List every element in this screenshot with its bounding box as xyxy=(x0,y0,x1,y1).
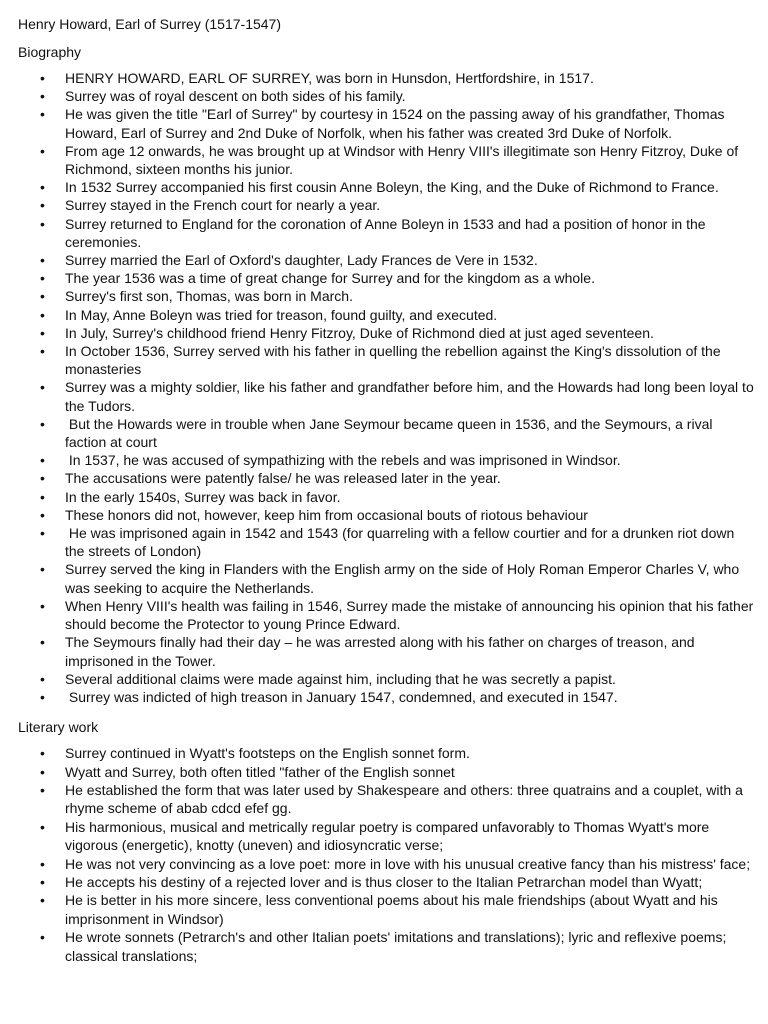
list-item: • Surrey stayed in the French court for nearly a year. xyxy=(18,196,756,214)
list-item: • He established the form that was later used by Shakespeare and others: three quatrains and a couplet, with a rhyme scheme of abab cdcd efef gg. xyxy=(18,781,756,818)
list-item: • In May, Anne Boleyn was tried for treason, found guilty, and executed. xyxy=(18,306,756,324)
list-item: • From age 12 onwards, he was brought up at Windsor with Henry VIII's illegitimate son Henry Fitzroy, Duke of Richmond, sixteen months his junior. xyxy=(18,142,756,178)
list-item: • He was given the title "Earl of Surrey" by courtesy in 1524 on the passing away of his grandfather, Thomas Howard, Earl of Surrey and 2nd Duke of Norfolk, when his father was created 3rd Duke of Norfolk. xyxy=(18,105,756,141)
list-item: • Several additional claims were made against him, including that he was secretly a papist. xyxy=(18,670,756,688)
section-heading-literary-work: Literary work xyxy=(18,719,99,736)
literary-work-list xyxy=(18,744,756,965)
list-item: • Surrey continued in Wyatt's footsteps on the English sonnet form. xyxy=(18,744,756,762)
list-item: • The accusations were patently false/ he was released later in the year. xyxy=(18,469,756,487)
list-item: • He is better in his more sincere, less conventional poems about his male friendships (about Wyatt and his imprisonment in Windsor) xyxy=(18,891,756,928)
list-item: • He accepts his destiny of a rejected lover and is thus closer to the Italian Petrarchan model than Wyatt; xyxy=(18,873,756,891)
section-heading-biography: Biography xyxy=(18,44,82,60)
list-item: • In 1532 Surrey accompanied his first cousin Anne Boleyn, the King, and the Duke of Richmond to France. xyxy=(18,178,756,196)
list-item: • In 1537, he was accused of sympathizing with the rebels and was imprisoned in Windsor. xyxy=(18,451,756,469)
list-item: • These honors did not, however, keep him from occasional bouts of riotous behaviour xyxy=(18,506,756,524)
list-item: • HENRY HOWARD, EARL OF SURREY, was born in Hunsdon, Hertfordshire, in 1517. xyxy=(18,69,756,87)
list-item: • The year 1536 was a time of great change for Surrey and for the kingdom as a whole. xyxy=(18,269,756,287)
list-item: • But the Howards were in trouble when Jane Seymour became queen in 1536, and the Seymours, a rival faction at court xyxy=(18,415,756,451)
list-item: • Surrey returned to England for the coronation of Anne Boleyn in 1533 and had a position of honor in the ceremonies. xyxy=(18,215,756,251)
list-item: • When Henry VIII's health was failing in 1546, Surrey made the mistake of announcing his opinion that his father should become the Protector to young Prince Edward. xyxy=(18,597,756,633)
list-item: • The Seymours finally had their day – he was arrested along with his father on charges of treason, and imprisoned in the Tower. xyxy=(18,633,756,669)
list-item: • Surrey's first son, Thomas, was born in March. xyxy=(18,287,756,305)
list-item: • Wyatt and Surrey, both often titled "father of the English sonnet xyxy=(18,763,756,781)
list-item: • He wrote sonnets (Petrarch's and other Italian poets' imitations and translations); lyric and reflexive poems; classical translations; xyxy=(18,928,756,965)
document-title: Henry Howard, Earl of Surrey (1517-1547) xyxy=(18,16,282,32)
biography-list xyxy=(18,69,756,706)
list-item: • In the early 1540s, Surrey was back in favor. xyxy=(18,488,756,506)
list-item: • Surrey served the king in Flanders with the English army on the side of Holy Roman Emperor Charles V, who was seeking to acquire the Netherlands. xyxy=(18,560,756,596)
list-item: • Surrey was a mighty soldier, like his father and grandfather before him, and the Howards had long been loyal to the Tudors. xyxy=(18,378,756,414)
list-item: • He was not very convincing as a love poet: more in love with his unusual creative fancy than his mistress' face; xyxy=(18,855,756,873)
list-item: • Surrey was of royal descent on both sides of his family. xyxy=(18,87,756,105)
list-item: • He was imprisoned again in 1542 and 1543 (for quarreling with a fellow courtier and for a drunken riot down the streets of London) xyxy=(18,524,756,560)
list-item: • Surrey was indicted of high treason in January 1547, condemned, and executed in 1547. xyxy=(18,688,756,706)
list-item: • In October 1536, Surrey served with his father in quelling the rebellion against the King's dissolution of the monasteries xyxy=(18,342,756,378)
list-item: • His harmonious, musical and metrically regular poetry is compared unfavorably to Thomas Wyatt's more vigorous (energetic), knotty (uneven) and idiosyncratic verse; xyxy=(18,818,756,855)
list-item: • In July, Surrey's childhood friend Henry Fitzroy, Duke of Richmond died at just aged seventeen. xyxy=(18,324,756,342)
list-item: • Surrey married the Earl of Oxford's daughter, Lady Frances de Vere in 1532. xyxy=(18,251,756,269)
